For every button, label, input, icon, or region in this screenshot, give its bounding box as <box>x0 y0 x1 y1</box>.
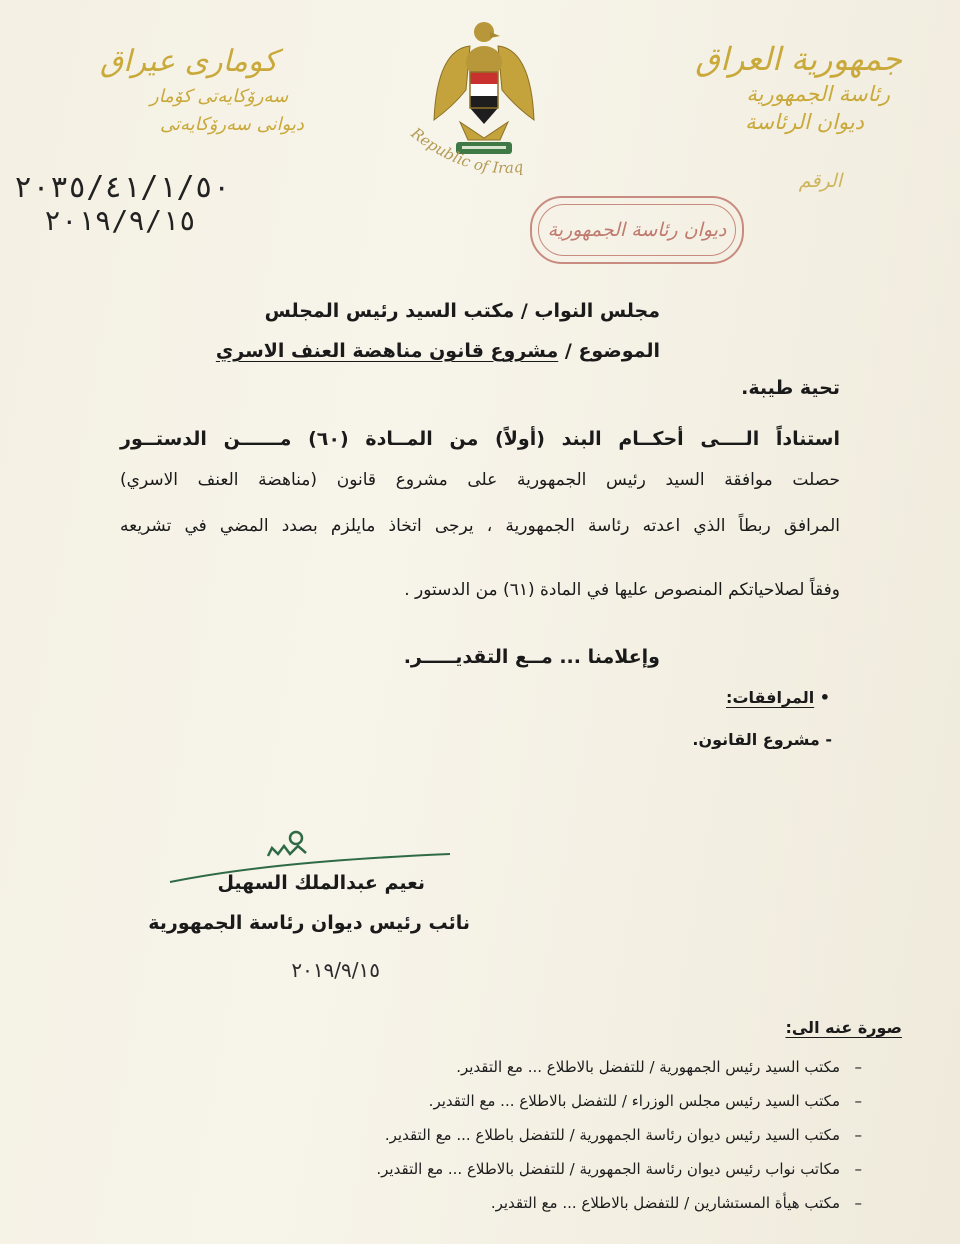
letterhead-office-kurdish: دیوانی سەرۆكایەتی <box>160 114 304 135</box>
letterhead-office: ديوان الرئاسة <box>745 110 864 134</box>
copy-item: مكتب السيد رئيس الجمهورية / للتفضل بالاطلاع ... مع التقدير. <box>456 1058 840 1076</box>
letterhead-country: جمهورية العراق <box>695 40 902 78</box>
presidency-office-stamp <box>530 196 744 264</box>
body-paragraph-1: استناداً الــــى أحكــام البند (أولاً) من المــادة (٦٠) مــــــن الدستــور <box>120 428 840 450</box>
copy-dash: – <box>854 1058 862 1076</box>
letterhead-country-kurdish: كومارى عيراق <box>100 44 278 79</box>
signer-title: نائب رئيس ديوان رئاسة الجمهورية <box>148 912 470 934</box>
stamp-text: ديوان رئاسة الجمهورية <box>538 204 736 256</box>
iraq-eagle-emblem-icon <box>400 10 570 195</box>
signature-date: ٢٠١٩/٩/١٥ <box>291 958 380 982</box>
attachments-heading <box>726 688 830 707</box>
greeting: تحية طيبة. <box>741 377 840 399</box>
copy-item: مكتب السيد رئيس ديوان رئاسة الجمهورية / للتفضل باطلاع ... مع التقدير. <box>384 1126 840 1144</box>
reference-date: ٢٠١٩/٩/١٥ <box>44 204 196 237</box>
body-paragraph-2: حصلت موافقة السيد رئيس الجمهورية على مشروع قانون (مناهضة العنف الاسري) <box>120 470 840 490</box>
signer-name: نعيم عبدالملك السهيل <box>217 872 425 894</box>
attachments-bullet: • <box>819 688 830 707</box>
body-paragraph-3: المرافق ربطاً الذي اعدته رئاسة الجمهورية ، يرجى اتخاذ مايلزم بصدد المضي في تشريعه <box>120 516 840 536</box>
subject-label: الموضوع / <box>564 340 660 362</box>
body-paragraph-4: وفقاً لصلاحياتكم المنصوص عليها في المادة (٦١) من الدستور . <box>404 580 840 600</box>
copy-dash: – <box>854 1126 862 1144</box>
letterhead-number-label: الرقم <box>798 170 842 192</box>
attachments-label: المرافقات: <box>726 688 815 707</box>
copy-item: مكتب هيأة المستشارين / للتفضل بالاطلاع ... مع التقدير. <box>490 1194 840 1212</box>
copy-item: مكتب السيد رئيس مجلس الوزراء / للتفضل بالاطلاع ... مع التقدير. <box>428 1092 840 1110</box>
copies-heading: صورة عنه الى: <box>785 1018 902 1037</box>
subject-value: مشروع قانون مناهضة العنف الاسري <box>215 340 559 362</box>
copy-dash: – <box>854 1194 862 1212</box>
copy-dash: – <box>854 1092 862 1110</box>
letterhead-presidency: رئاسة الجمهورية <box>746 82 890 106</box>
letterhead-presidency-kurdish: سەرۆكایەتی كۆمار <box>150 86 289 107</box>
copy-item: مكاتب نواب رئيس ديوان رئاسة الجمهورية / للتفضل بالاطلاع ... مع التقدير. <box>376 1160 840 1178</box>
emblem-caption: Republic of Iraq <box>407 124 525 177</box>
recipient-line: مجلس النواب / مكتب السيد رئيس المجلس <box>264 300 660 322</box>
subject-line <box>216 340 660 362</box>
copy-dash: – <box>854 1160 862 1178</box>
reference-number: ٢٠٣٥/٤١/١/٥٠ <box>14 170 231 205</box>
closing-line: وإعلامنا ... مــع التقديـــــر. <box>403 646 660 668</box>
attachment-item: - مشروع القانون. <box>692 730 832 749</box>
